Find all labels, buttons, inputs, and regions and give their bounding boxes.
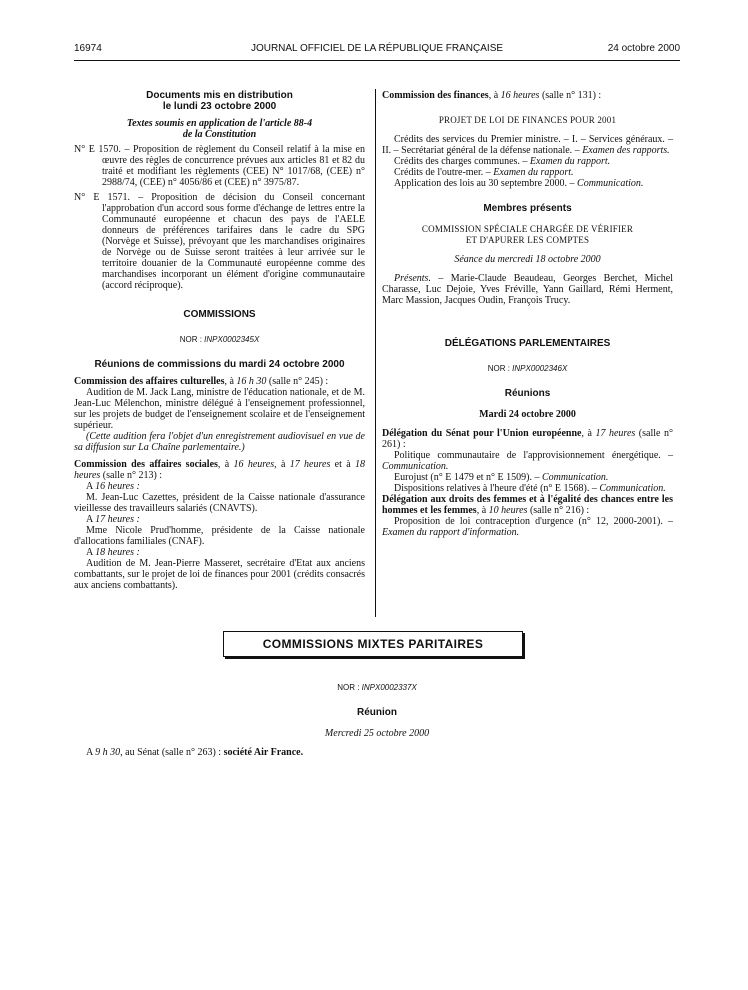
membres-presents-heading: Membres présents [483, 203, 572, 214]
text-fragment: Communication. [599, 483, 666, 494]
fin-commission-name: Commission des finances [382, 90, 489, 101]
bottom-section [74, 682, 680, 758]
time: 17 heures : [95, 514, 140, 525]
presents-names: – Marie-Claude Beaudeau, Georges Berchet, Michel Charasse, Luc Dejoie, Yves Fréville, Yann Gaillard, Rémi Herment, Marc Massion, Jacques Oudin, François Trucy. [382, 273, 673, 306]
text-fragment: (salle n° 261) : [382, 428, 673, 450]
text-fragment: A [86, 747, 96, 758]
commission-speciale-line1: COMMISSION SPÉCIALE CHARGÉE DE VÉRIFIER [421, 224, 634, 234]
text-fragment: Eurojust (n° E 1479 et n° E 1509). – [394, 472, 542, 483]
text-fragment: (salle n° 131) : [539, 90, 602, 101]
nor-code: INPX0002345X [204, 335, 260, 344]
text-fragment: (salle n° 213) : [100, 470, 163, 481]
text-fragment: Examen des rapports. [582, 145, 670, 156]
header-rule [74, 60, 680, 61]
credits-outre-mer [382, 167, 673, 178]
docs-title-line2: le lundi 23 octobre 2000 [162, 101, 277, 112]
ue-delegation-name: Délégation du Sénat pour l'Union européenne [382, 428, 582, 439]
nor-label: NOR : [337, 683, 362, 692]
text-fragment: A [86, 481, 96, 492]
item-text: – Proposition de règlement du Conseil relatif à la mise en œuvre des règles de concurrence prévues aux articles 81 et 82 du traité et modifiant les règlements (CEE) N° 1017/68, (CEE) n° 2988/74, (CEE) n° 4056/86 et (CEE) n° 3975/87. [102, 144, 365, 188]
text-fragment: , à [274, 459, 290, 470]
text-fragment: Politique communautaire de l'approvisionnement énergétique. – [394, 450, 673, 461]
text-fragment: et à [330, 459, 355, 470]
presents-label: Présents. [394, 273, 431, 284]
nor-code: INPX0002337X [361, 683, 417, 692]
text-fragment: , à [581, 428, 596, 439]
reunions-heading: Réunions [504, 388, 551, 399]
text-fragment: Crédits de l'outre-mer. – [394, 167, 494, 178]
page-number: 16974 [74, 43, 102, 54]
soc-slot-18 [74, 547, 365, 558]
ue-item-heure-ete [382, 483, 673, 494]
document-item-e1571 [74, 192, 365, 291]
time: 17 heures [595, 428, 636, 439]
text-fragment: A [86, 547, 96, 558]
reunion-heading: Réunion [357, 707, 397, 718]
soc-commission-heading [74, 459, 365, 481]
credits-premier-ministre [382, 134, 673, 156]
cult-commission-name: Commission des affaires culturelles [74, 376, 225, 387]
item-number: N° E 1570. [74, 144, 121, 155]
nor-reference [74, 334, 365, 345]
document-item-e1570 [74, 144, 365, 188]
soc-commission-name: Commission des affaires sociales [74, 459, 218, 470]
ue-delegation-heading [382, 428, 673, 450]
text-fragment: , à [476, 505, 489, 516]
text-fragment: A [86, 514, 96, 525]
docs-title-line1: Documents mis en distribution [146, 90, 293, 101]
text-fragment: Proposition de loi contraception d'urgence (n° 12, 2000-2001). – [394, 516, 673, 527]
soc-text-16: M. Jean-Luc Cazettes, président de la Caisse nationale d'assurance vieillesse des travailleurs salariés (CNAVTS). [74, 492, 365, 514]
left-column [74, 90, 365, 591]
text-fragment: , à [217, 459, 234, 470]
time: 17 heures [289, 459, 331, 470]
text-fragment: Examen du rapport d'information. [382, 527, 520, 538]
time: 10 heures [488, 505, 528, 516]
text-fragment: (salle n° 216) : [527, 505, 590, 516]
cult-commission-heading [74, 376, 365, 387]
soc-slot-16 [74, 481, 365, 492]
time: 16 heures [233, 459, 275, 470]
plf-title: PROJET DE LOI DE FINANCES POUR 2001 [438, 115, 617, 125]
docs-subtitle-line2: de la Constitution [182, 129, 257, 140]
time: 18 heures : [95, 547, 140, 558]
text-fragment: Crédits des charges communes. – [394, 156, 530, 167]
company-name: société Air France. [223, 747, 304, 758]
application-des-lois [382, 178, 673, 189]
text-fragment: Examen du rapport. [493, 167, 574, 178]
commissions-heading: COMMISSIONS [183, 309, 256, 320]
header-date: 24 octobre 2000 [607, 43, 680, 54]
text-fragment: Communication. [541, 472, 609, 483]
text-fragment: Communication. [382, 461, 449, 472]
nor-reference [382, 363, 673, 374]
ue-item-eurojust [382, 472, 673, 483]
text-fragment: (salle n° 245) : [266, 376, 329, 387]
journal-title: JOURNAL OFFICIEL DE LA RÉPUBLIQUE FRANÇAISE [250, 43, 504, 54]
cmp-meeting-line [74, 747, 680, 758]
credits-charges-communes [382, 156, 673, 167]
text-fragment: , à [488, 90, 501, 101]
item-number: N° E 1571. [74, 192, 131, 203]
seance-date: Séance du mercredi 18 octobre 2000 [454, 254, 601, 265]
time: 9 h 30 [95, 747, 121, 758]
text-fragment: Examen du rapport. [529, 156, 611, 167]
page-header [74, 43, 680, 57]
text-fragment: Dispositions relatives à l'heure d'été (n° E 1568). – [394, 483, 600, 494]
cmp-boxed-heading: COMMISSIONS MIXTES PARITAIRES [223, 631, 523, 657]
cult-audition-note: (Cette audition fera l'objet d'un enregistrement audiovisuel en vue de sa diffusion sur La Chaîne parlementaire.) [74, 431, 365, 453]
right-column [382, 90, 673, 538]
docs-subtitle-line1: Textes soumis en application de l'article 88-4 [126, 118, 313, 129]
femmes-delegation-name: Délégation aux droits des femmes et à l'égalité des chances entre les hommes et les femmes [382, 494, 673, 516]
nor-reference [74, 682, 680, 693]
soc-text-17: Mme Nicole Prud'homme, présidente de la Caisse nationale d'allocations familiales (CNAF). [74, 525, 365, 547]
nor-code: INPX0002346X [512, 364, 568, 373]
text-fragment: Crédits des services du Premier ministre. – I. – Services généraux. – II. – Secrétariat général de la défense nationale. – [382, 134, 673, 156]
text-fragment: Communication. [577, 178, 644, 189]
presents-list [382, 273, 673, 306]
mardi-date: Mardi 24 octobre 2000 [479, 409, 576, 420]
text-fragment: Application des lois au 30 septembre 2000. – [394, 178, 578, 189]
text-fragment: , au Sénat (salle n° 263) : [120, 747, 224, 758]
fin-commission-heading [382, 90, 673, 101]
femmes-item-contraception [382, 516, 673, 538]
item-text: – Proposition de décision du Conseil concernant l'approbation d'un accord sous forme d'échange de lettres entre la Communauté européenne et chacun des pays de l'AELE donneurs de préférences tarifaires dans le cadre du SPG (Norvège et Suisse), prévoyant que les marchandises originaires de Norvège ou de Suisse seront traitées à leur arrivée sur le territoire douanier de la Communauté européenne comme des marchandises incorporant un élément d'origine communautaire (accord réciproque). [102, 192, 365, 291]
time: 16 heures : [95, 481, 140, 492]
column-divider [375, 89, 376, 617]
text-fragment: , à [224, 376, 237, 387]
cult-time: 16 h 30 [236, 376, 267, 387]
ue-item-energie [382, 450, 673, 472]
reunion-date: Mercredi 25 octobre 2000 [324, 728, 430, 739]
nor-label: NOR : [179, 335, 205, 344]
soc-text-18: Audition de M. Jean-Pierre Masseret, secrétaire d'Etat aux anciens combattants, sur le projet de loi de finances pour 2001 (crédits consacrés aux anciens combattants). [74, 558, 366, 591]
femmes-delegation-heading [382, 494, 673, 516]
delegations-heading: DÉLÉGATIONS PARLEMENTAIRES [444, 338, 611, 349]
nor-label: NOR : [487, 364, 513, 373]
cult-audition-text: Audition de M. Jack Lang, ministre de l'éducation nationale, et de M. Jean-Luc Mélenchon, ministre délégué à l'enseignement professionnel, sur les projets de budget de l'enseignement scolaire et de l'enseignement supérieur. [74, 387, 365, 431]
commission-speciale-line2: ET D'APURER LES COMPTES [465, 235, 590, 245]
soc-slot-17 [74, 514, 365, 525]
time: 18 heures [74, 459, 365, 481]
time: 16 heures [500, 90, 540, 101]
reunions-heading: Réunions de commissions du mardi 24 octobre 2000 [94, 359, 345, 370]
